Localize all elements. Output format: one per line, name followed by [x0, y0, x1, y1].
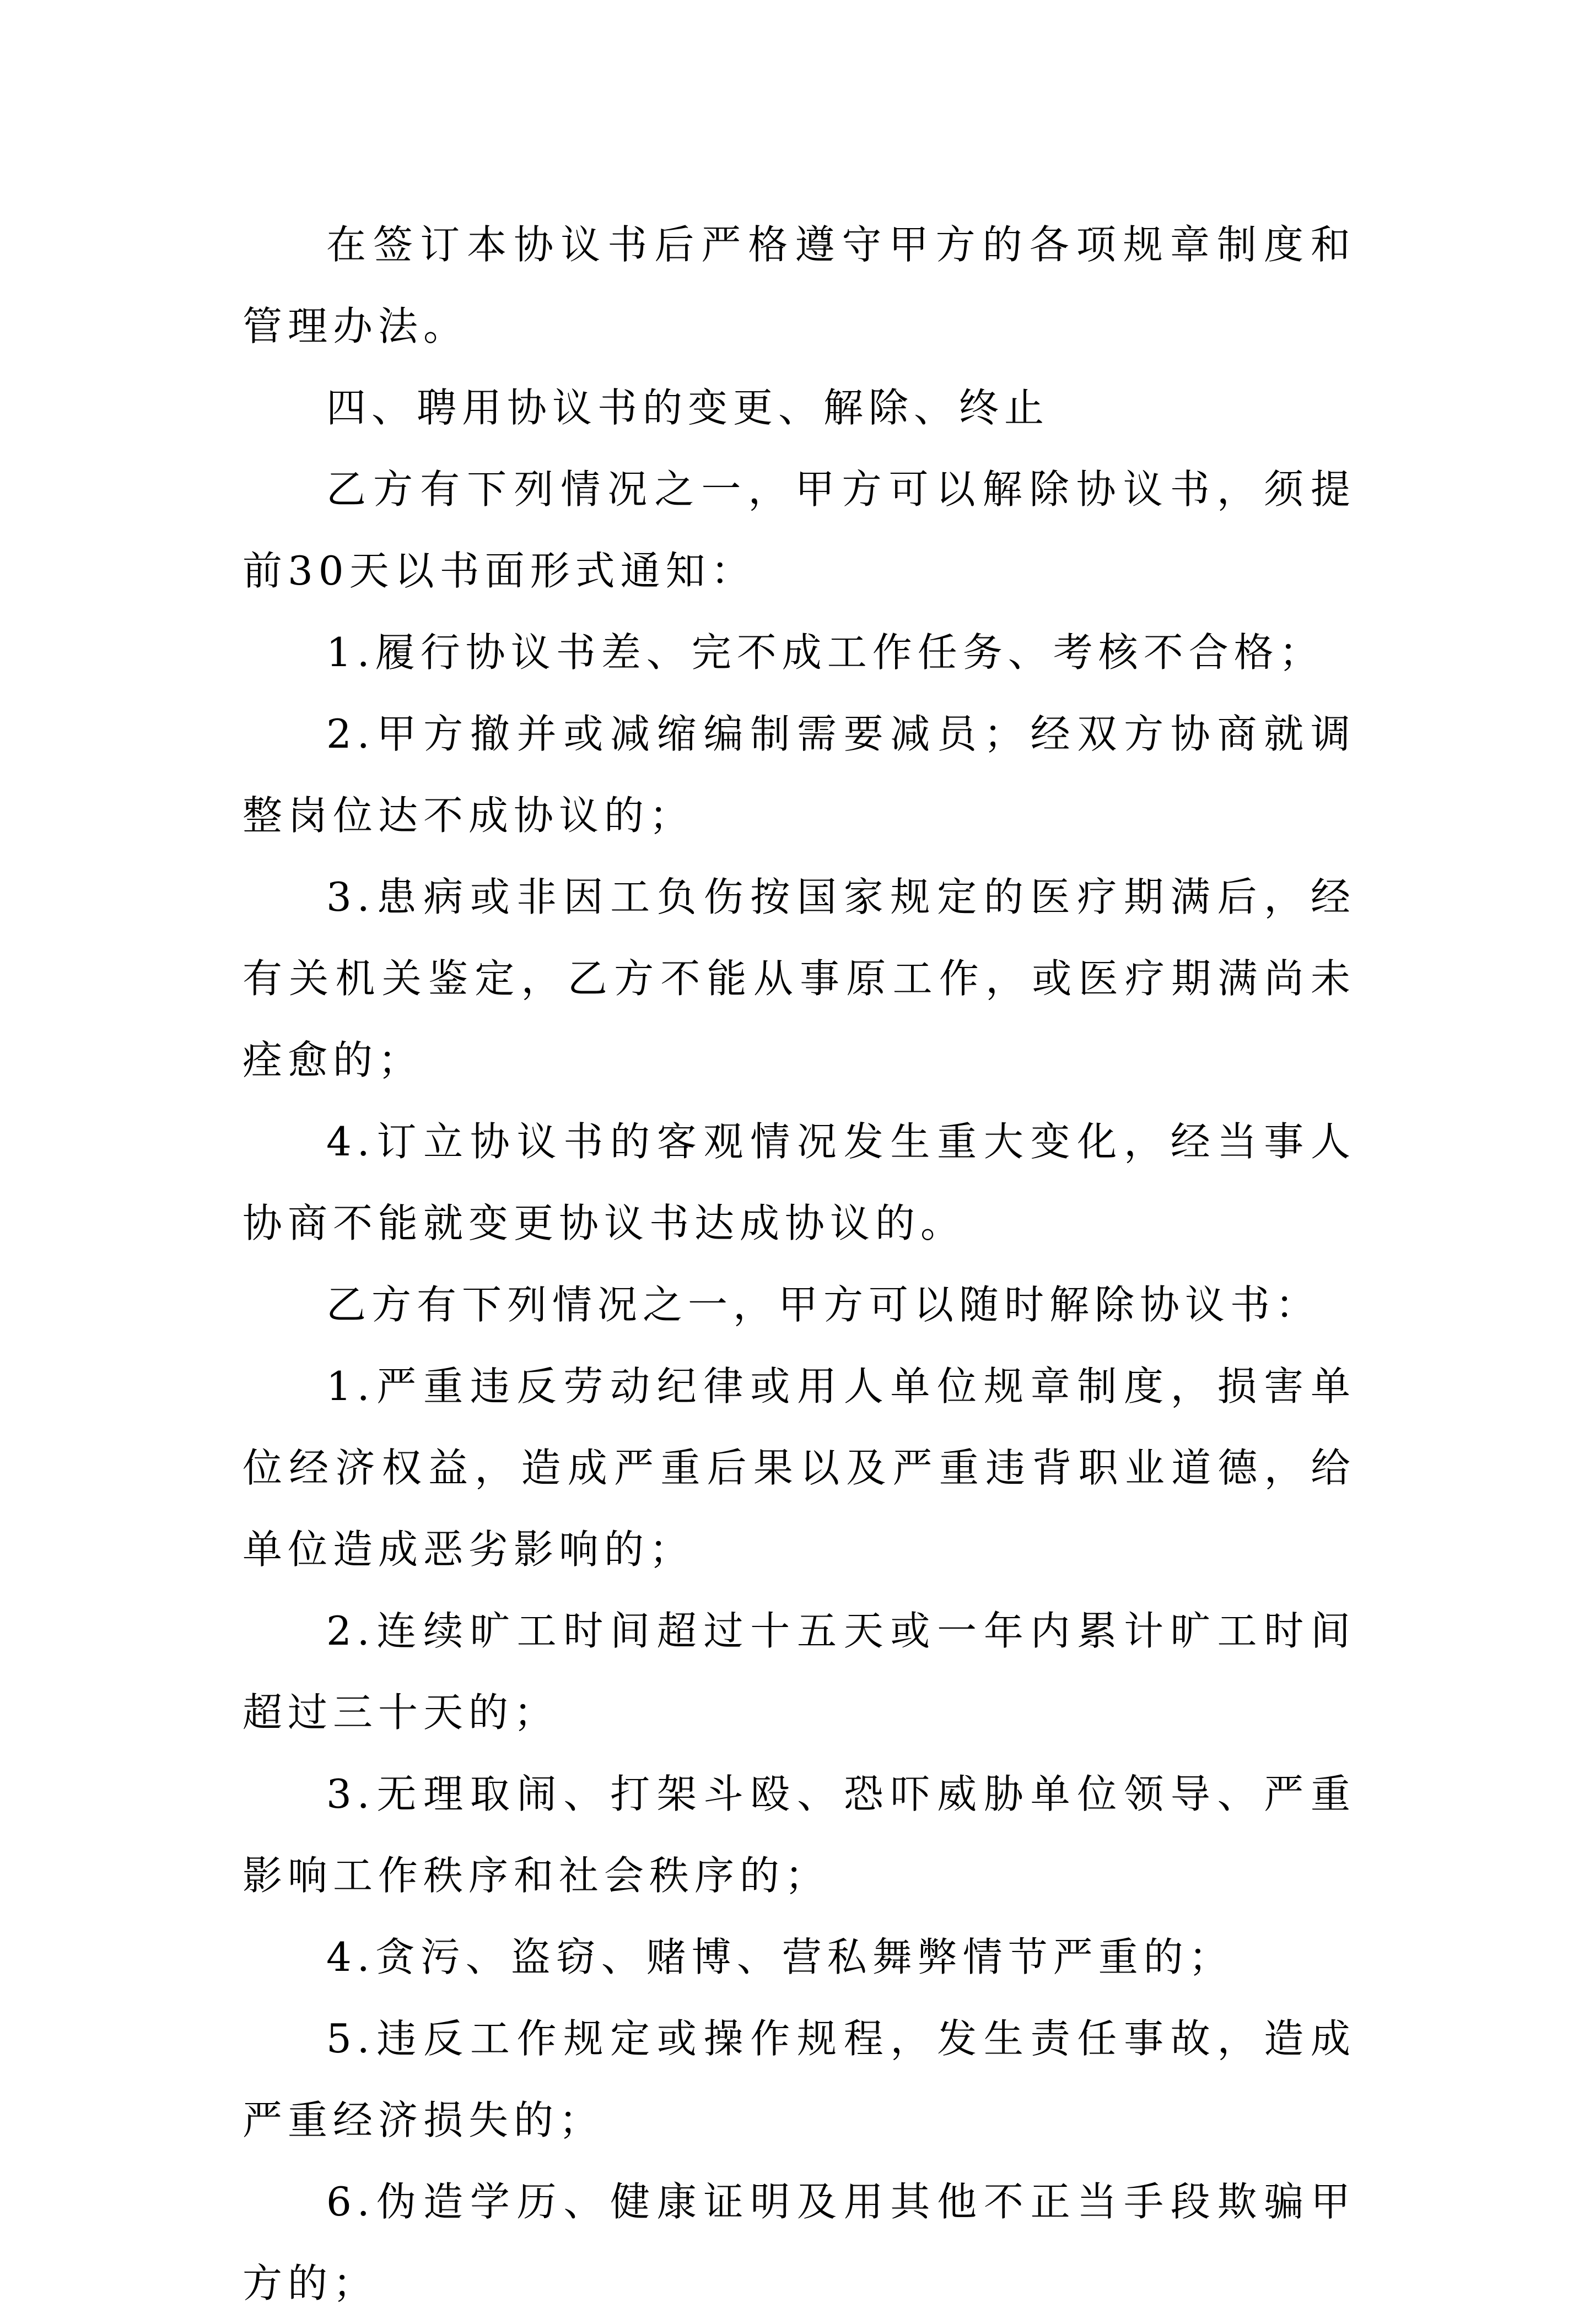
- list-item: 4.订立协议书的客观情况发生重大变化，经当事人协商不能就变更协议书达成协议的。: [243, 1118, 1356, 1246]
- section-heading: 四、聘用协议书的变更、解除、终止: [326, 385, 1050, 431]
- paragraph: 乙方有下列情况之一，甲方可以随时解除协议书：: [326, 1282, 1321, 1328]
- list-item: 1.履行协议书差、完不成工作任务、考核不合格；: [326, 629, 1324, 675]
- list-item: 2.连续旷工时间超过十五天或一年内累计旷工时间超过三十天的；: [243, 1608, 1356, 1736]
- paragraph: 在签订本协议书后严格遵守甲方的各项规章制度和管理办法。: [243, 221, 1356, 349]
- paragraph: 乙方有下列情况之一，甲方可以解除协议书，须提前30天以书面形式通知：: [243, 466, 1356, 594]
- document-body: [243, 204, 1356, 2324]
- list-item: 1.严重违反劳动纪律或用人单位规章制度，损害单位经济权益，造成严重后果以及严重违背职业道德，给单位造成恶劣影响的；: [243, 1363, 1356, 1572]
- list-item: 6.伪造学历、健康证明及用其他不正当手段欺骗甲方的；: [243, 2179, 1356, 2306]
- list-item: 4.贪污、盗窃、赌博、营私舞弊情节严重的；: [326, 1934, 1234, 1980]
- list-item: 2.甲方撤并或减缩编制需要减员；经双方协商就调整岗位达不成协议的；: [243, 711, 1356, 839]
- list-item: 3.无理取闹、打架斗殴、恐吓威胁单位领导、严重影响工作秩序和社会秩序的；: [243, 1771, 1356, 1899]
- list-item: 5.违反工作规定或操作规程，发生责任事故，造成严重经济损失的；: [243, 2015, 1356, 2143]
- list-item: 3.患病或非因工负伤按国家规定的医疗期满后，经有关机关鉴定，乙方不能从事原工作，或医疗期满尚未痊愈的；: [243, 874, 1356, 1083]
